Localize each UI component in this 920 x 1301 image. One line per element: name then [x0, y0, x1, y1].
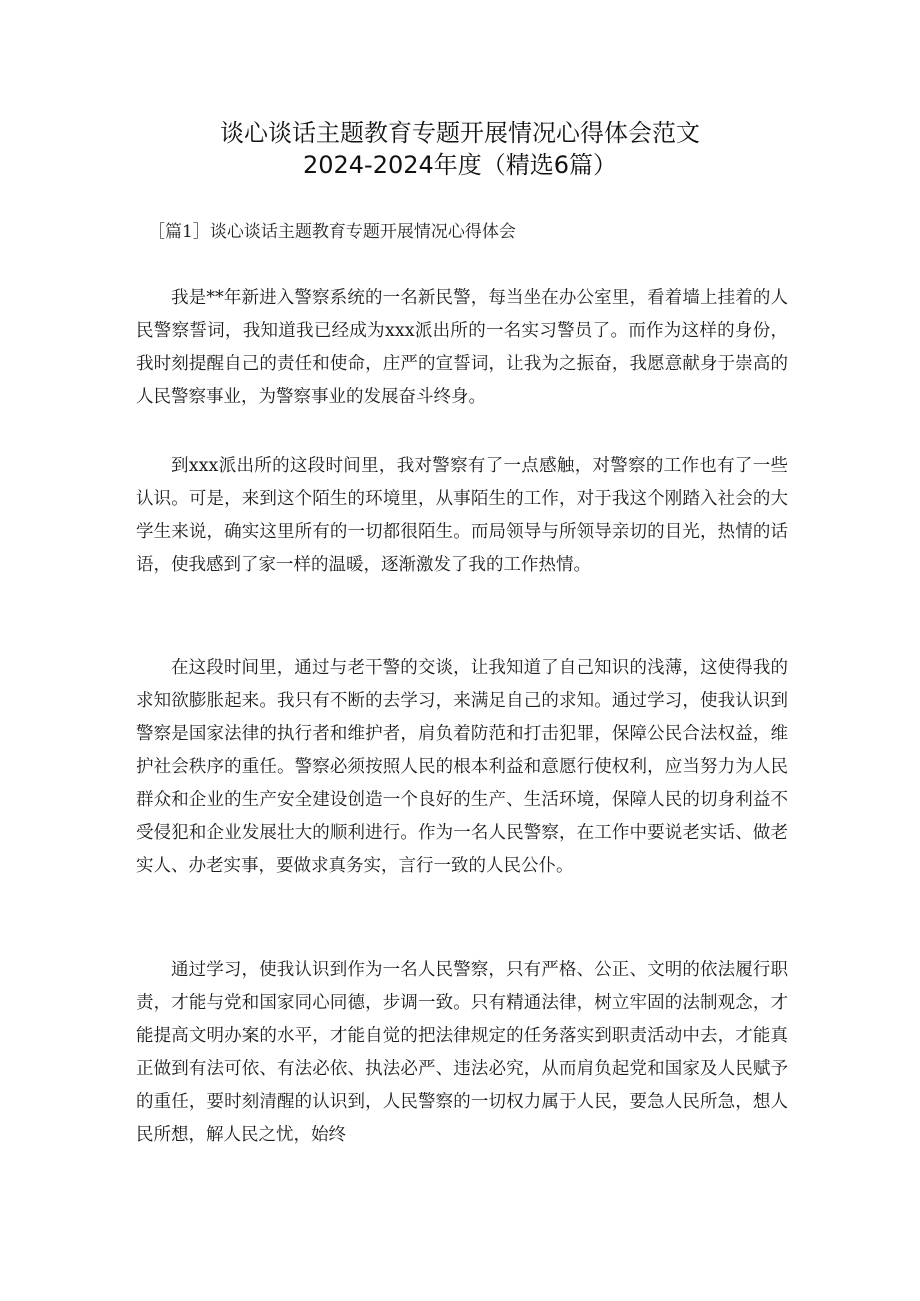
paragraph-3: 在这段时间里，通过与老干警的交谈，让我知道了自己知识的浅薄，这使得我的求知欲膨胀起来。我只有不断的去学习，来满足自己的求知。通过学习，使我认识到警察是国家法律的执行者和维护者，肩负着防范和打击犯罪，保障公民合法权益，维护社会秩序的重任。警察必须按照人民的根本利益和意愿行使权利，应当努力为人民群众和企业的生产安全建设创造一个良好的生产、生活环境，保障人民的切身利益不受侵犯和企业发展壮大的顺利进行。作为一名人民警察，在工作中要说老实话、做老实人、办老实事，要做求真务实，言行一致的人民公仆。: [136, 658, 788, 876]
paragraph-4: 通过学习，使我认识到作为一名人民警察，只有严格、公正、文明的依法履行职责，才能与党和国家同心同德，步调一致。只有精通法律，树立牢固的法制观念，才能提高文明办案的水平，才能自觉的把法律规定的任务落实到职责活动中去，才能真正做到有法可依、有法必依、执法必严、违法必究，从而肩负起党和国家及人民赋予的重任，要时刻清醒的认识到，人民警察的一切权力属于人民，要急人民所急，想人民所想，解人民之忧，始终: [136, 960, 788, 1145]
paragraph-2: 到xxx派出所的这段时间里，我对警察有了一点感触，对警察的工作也有了一些认识。可是，来到这个陌生的环境里，从事陌生的工作，对于我这个刚踏入社会的大学生来说，确实这里所有的一切都很陌生。而局领导与所领导亲切的目光，热情的话语，使我感到了家一样的温暖，逐渐激发了我的工作热情。: [136, 456, 788, 575]
document-title-line-2: 2024-2024年度（精选6篇）: [302, 151, 618, 179]
document-title-line-1: 谈心谈话主题教育专题开展情况心得体会范文: [220, 119, 700, 147]
paragraph-1: 我是**年新进入警察系统的一名新民警，每当坐在办公室里，看着墙上挂着的人民警察誓词，我知道我已经成为xxx派出所的一名实习警员了。而作为这样的身份，我时刻提醒自己的责任和使命，庄严的宣誓词，让我为之振奋，我愿意献身于崇高的人民警察事业，为警察事业的发展奋斗终身。: [136, 288, 788, 407]
section-heading: ［篇1］谈心谈话主题教育专题开展情况心得体会: [148, 222, 516, 242]
